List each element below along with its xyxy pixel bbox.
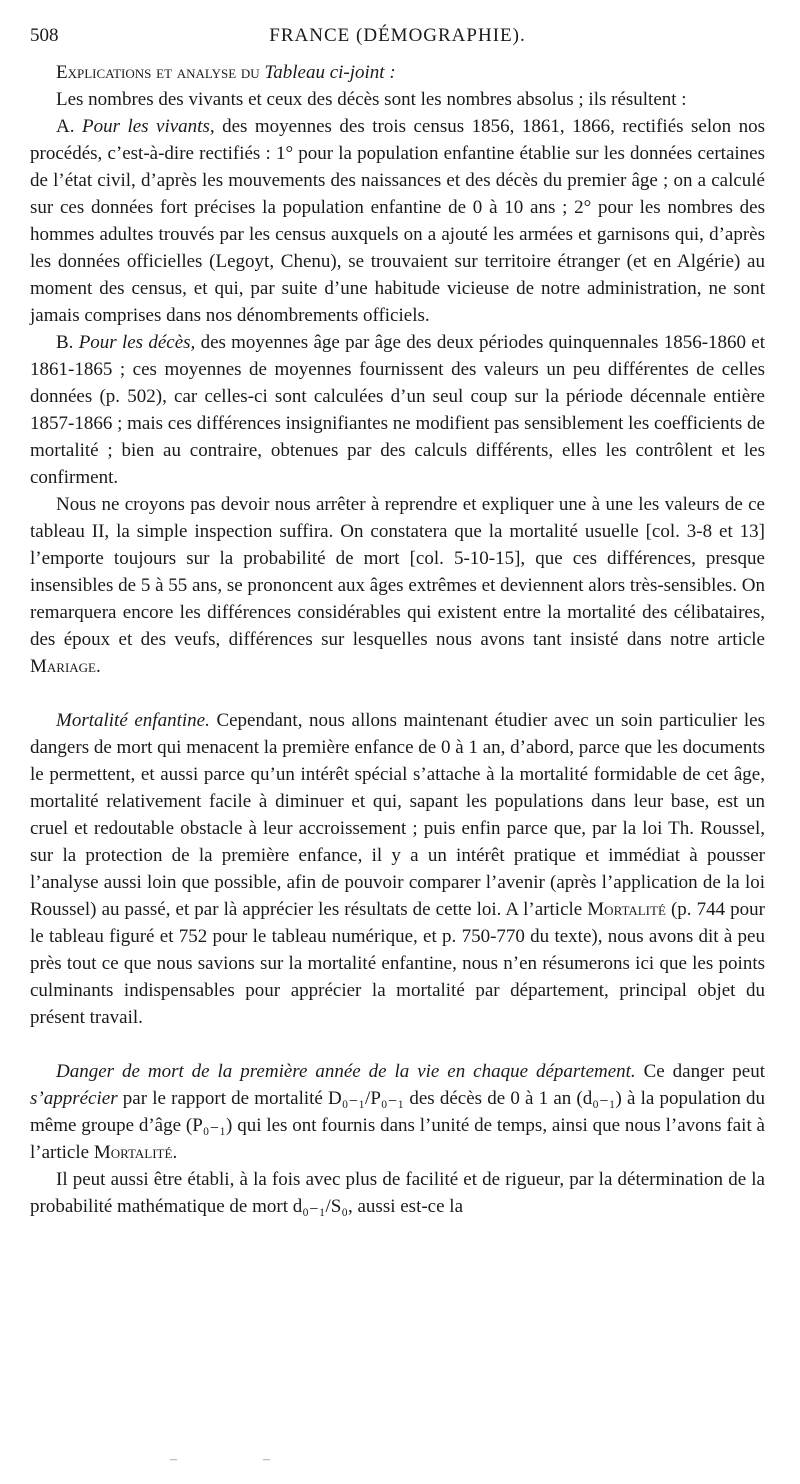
- paragraph-b-text: des moyennes âge par âge des deux périodes quinquennales 1856-1860 et 1861-1865 ; ces moyennes de moyennes fournissent des valeurs un peu différentes de celles données (p. 502), car celles-ci sont calculées d’un seul coup sur la période décennale entière 1857-1866 ; mais ces différences insignifiantes ne modifient pas sensiblement les coefficients de mortalité ; bien au contraire, obtenues par des calculs différents, elles les contrôlent et les confirment.: [30, 332, 765, 488]
- section-gap-2: [30, 1031, 765, 1058]
- page-header: [30, 22, 765, 49]
- mortalite-text-1: Cependant, nous allons maintenant étudier avec un soin particulier les dangers de mort qui menacent la première enfance de 0 à 1 an, d’abord, parce que les documents le permettent, et aussi parce qu’un intérêt spécial s’attache à la mortalité formidable de cet âge, mortalité relativement facile à diminuer et qui, sapant les populations dans leur base, est un cruel et redoutable obstacle à leur accroissement ; puis enfin parce que, par la loi Th. Roussel, sur la protection de la première enfance, il y a un intérêt pratique et immédiat à pousser l’analyse aussi loin que possible, afin de pouvoir comparer l’avenir (après l’application de la loi Roussel) au passé, et par là apprécier les résultats de cette loi. A l’article: [30, 710, 766, 920]
- mortalite-text-2: (p. 744 pour le tableau figuré et 752 pour le tableau numérique, et p. 750-770 du texte), nous avons dit à peu près tout ce que nous savions sur la mortalité enfantine, nous n’en résumerons ici que les points culminants indispensables pour apprécier la mortalité par département, principal objet du présent travail.: [30, 899, 765, 1028]
- intro-paragraph: Les nombres des vivants et ceux des décès sont les nombres absolus ; ils résultent :: [56, 89, 687, 110]
- mortalite-smallcaps: Mortalité: [587, 899, 666, 920]
- paragraph-a-italic: Pour les vivants,: [81, 116, 215, 137]
- paragraph-3-smallcaps: Mariage.: [30, 656, 101, 677]
- page-number: 508: [30, 25, 59, 46]
- section-heading: [30, 59, 765, 86]
- final-paragraph: Il peut aussi être établi, à la fois avec plus de facilité et de rigueur, par la détermination de la probabilité mathématique de mort d₀₋₁/S₀, aussi est-ce la: [30, 1169, 765, 1217]
- mortalite-enfantine-paragraph: [30, 707, 765, 1031]
- danger-title: Danger de mort de la première année de la vie en chaque département.: [56, 1061, 636, 1082]
- document-page: [30, 22, 765, 1220]
- danger-text-2: par le rapport de mortalité D₀₋₁/P₀₋₁ des décès de 0 à 1 an (d₀₋₁) à la population du même groupe d’âge (P₀₋₁) qui les ont fournis dans l’unité de temps, ainsi que nous l’avons fait à l’article: [30, 1088, 765, 1163]
- paragraph-3-text: Nous ne croyons pas devoir nous arrêter à reprendre et expliquer une à une les valeurs de ce tableau II, la simple inspection suffira. On constatera que la mortalité usuelle [col. 3-8 et 13] l’emporte toujours sur la probabilité de mort [col. 5-10-15], que ces différences, presque insensibles de 5 à 55 ans, se prononcent aux âges extrêmes et deviennent alors très-sensibles. On remarquera encore les différences considérables qui existent entre la mortalité des célibataires, des époux et des veufs, différences sur lesquelles nous avons tant insisté dans notre article: [30, 494, 765, 650]
- section-gap: [30, 680, 765, 707]
- running-title-main: FRANCE: [269, 25, 351, 46]
- paragraph-b-italic: Pour les décès,: [78, 332, 196, 353]
- danger-text-1: Ce danger peut: [643, 1061, 765, 1082]
- paragraph-a-text: des moyennes des trois census 1856, 1861, 1866, rectifiés selon nos procédés, c’est-à-dire rectifiés : 1° pour la population enfantine établie sur les données certaines de l’état civil, d’après les mouvements des naissances et des décès du premier âge ; on a calculé sur ces données fort précises la population enfantine de 0 à 10 ans ; 2° pour les nombres des hommes adultes trouvés par les census auxquels on a ajouté les armées et garnisons qui, d’après les données officielles (Legoyt, Chenu), se trouvaient sur territoire étranger (et en Algérie) au moment des census, et qui, par suite d’une habitude vicieuse de notre administration, ne sont jamais comprises dans nos dénombrements officiels.: [30, 116, 765, 326]
- danger-paragraph: [30, 1058, 765, 1166]
- footer-dash-right: –: [263, 1452, 270, 1467]
- paragraph-3: [30, 491, 765, 680]
- footer-marks: [170, 1452, 270, 1468]
- running-title-sub: (DÉMOGRAPHIE).: [356, 25, 526, 46]
- paragraph-b: [30, 329, 765, 491]
- danger-italic-2: s’apprécier: [30, 1088, 118, 1109]
- running-title: [90, 22, 705, 49]
- label-a: A.: [56, 116, 75, 137]
- heading-italic: Tableau ci-joint :: [264, 62, 396, 83]
- label-b: B.: [56, 332, 74, 353]
- footer-dash-left: –: [170, 1452, 177, 1467]
- mortalite-enfantine-title: Mortalité enfantine.: [56, 710, 210, 731]
- heading-smallcaps: Explications et analyse du: [56, 62, 260, 83]
- paragraph-a: [30, 113, 765, 329]
- danger-smallcaps: Mortalité.: [93, 1142, 178, 1163]
